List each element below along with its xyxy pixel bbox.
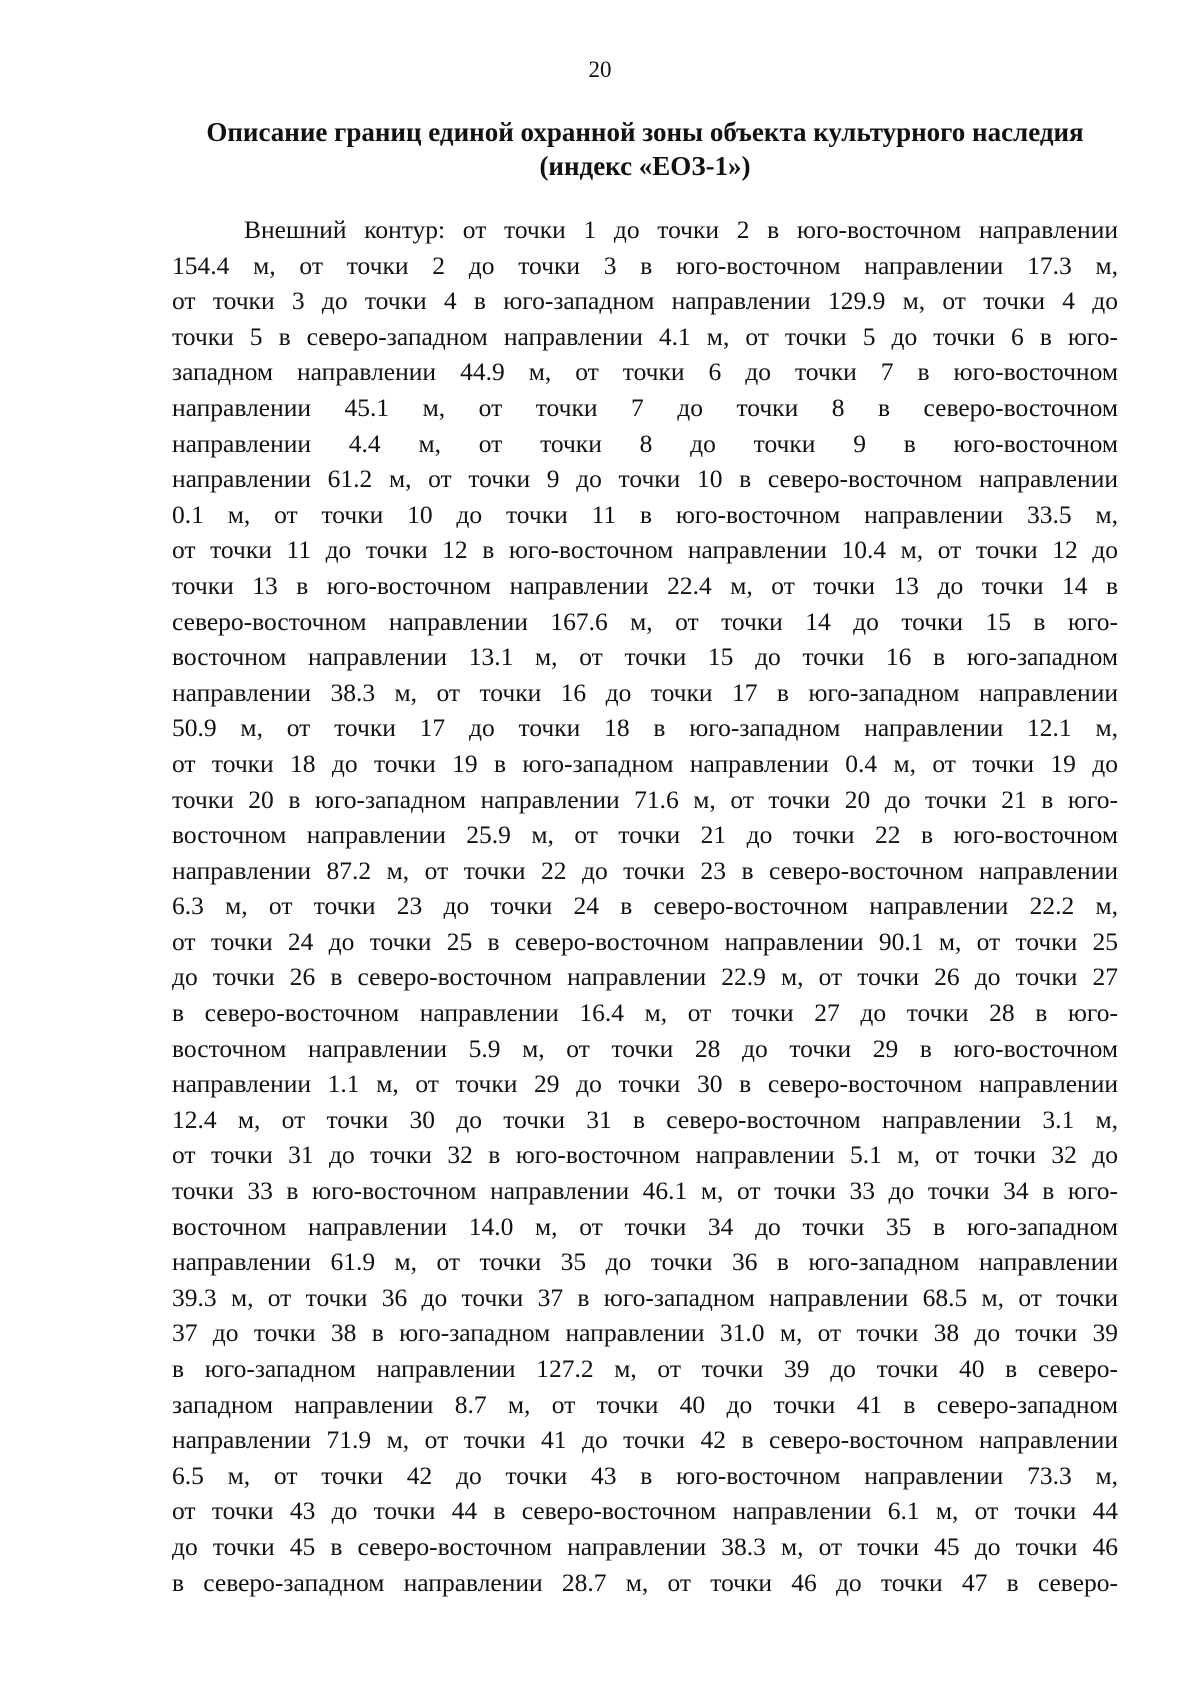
paragraph-line: 12.4 м, от точки 30 до точки 31 в северо-восточном направлении 3.1 м, (172, 1104, 1118, 1134)
paragraph-line: от точки 11 до точки 12 в юго-восточном направлении 10.4 м, от точки 12 до (172, 535, 1118, 565)
paragraph-line: направлении 45.1 м, от точки 7 до точки 8 в северо-восточном (172, 392, 1118, 422)
paragraph-line: Внешний контур: от точки 1 до точки 2 в юго-восточном направлении (244, 215, 1118, 244)
paragraph-line: направлении 38.3 м, от точки 16 до точки 17 в юго-западном направлении (172, 677, 1118, 707)
paragraph-line: точки 20 в юго-западном направлении 71.6 м, от точки 20 до точки 21 в юго- (172, 784, 1118, 814)
paragraph-line: 0.1 м, от точки 10 до точки 11 в юго-восточном направлении 33.5 м, (172, 499, 1118, 529)
paragraph-line: точки 5 в северо-западном направлении 4.1 м, от точки 5 до точки 6 в юго- (172, 321, 1118, 351)
paragraph-line: до точки 26 в северо-восточном направлении 22.9 м, от точки 26 до точки 27 (172, 962, 1118, 992)
paragraph-line: 154.4 м, от точки 2 до точки 3 в юго-восточном направлении 17.3 м, (172, 250, 1118, 280)
paragraph-line: точки 33 в юго-восточном направлении 46.1 м, от точки 33 до точки 34 в юго- (172, 1176, 1118, 1206)
paragraph-line: от точки 18 до точки 19 в юго-западном направлении 0.4 м, от точки 19 до (172, 748, 1118, 778)
paragraph-line: направлении 61.2 м, от точки 9 до точки 10 в северо-восточном направлении (172, 464, 1118, 494)
paragraph-line: в северо-восточном направлении 16.4 м, от точки 27 до точки 28 в юго- (172, 998, 1118, 1028)
paragraph-line: 50.9 м, от точки 17 до точки 18 в юго-западном направлении 12.1 м, (172, 713, 1118, 743)
paragraph-line: в юго-западном направлении 127.2 м, от точки 39 до точки 40 в северо- (172, 1354, 1118, 1383)
paragraph-line: 6.3 м, от точки 23 до точки 24 в северо-восточном направлении 22.2 м, (172, 891, 1118, 921)
paragraph-line: направлении 4.4 м, от точки 8 до точки 9 в юго-восточном (172, 428, 1118, 458)
section-title-line-2: (индекс «ЕОЗ-1») (539, 151, 751, 181)
section-title (150, 115, 1140, 183)
paragraph-line: восточном направлении 25.9 м, от точки 21 до точки 22 в юго-восточном (172, 820, 1118, 850)
paragraph-line: от точки 43 до точки 44 в северо-восточном направлении 6.1 м, от точки 44 (172, 1496, 1118, 1526)
paragraph-line: направлении 61.9 м, от точки 35 до точки 36 в юго-западном направлении (172, 1247, 1118, 1277)
page-number: 20 (588, 57, 612, 82)
paragraph-line: западном направлении 8.7 м, от точки 40 до точки 41 в северо-западном (172, 1389, 1118, 1419)
paragraph-line: направлении 87.2 м, от точки 22 до точки 23 в северо-восточном направлении (172, 855, 1118, 885)
paragraph-line: 37 до точки 38 в юго-западном направлении 31.0 м, от точки 38 до точки 39 (172, 1318, 1118, 1348)
paragraph-line: направлении 71.9 м, от точки 41 до точки 42 в северо-восточном направлении (172, 1425, 1118, 1455)
paragraph-line: направлении 1.1 м, от точки 29 до точки 30 в северо-восточном направлении (172, 1069, 1118, 1099)
paragraph-line: в северо-западном направлении 28.7 м, от точки 46 до точки 47 в северо- (172, 1567, 1118, 1597)
paragraph-line: 39.3 м, от точки 36 до точки 37 в юго-западном направлении 68.5 м, от точки (172, 1282, 1118, 1312)
paragraph-line: восточном направлении 13.1 м, от точки 15 до точки 16 в юго-западном (172, 642, 1118, 672)
paragraph-line: от точки 31 до точки 32 в юго-восточном направлении 5.1 м, от точки 32 до (172, 1140, 1118, 1170)
paragraph-line: точки 13 в юго-восточном направлении 22.4 м, от точки 13 до точки 14 в (172, 570, 1118, 600)
paragraph-line: 6.5 м, от точки 42 до точки 43 в юго-восточном направлении 73.3 м, (172, 1460, 1118, 1490)
section-title-line-1: Описание границ единой охранной зоны объекта культурного наследия (206, 117, 1084, 147)
paragraph-line: до точки 45 в северо-восточном направлении 38.3 м, от точки 45 до точки 46 (172, 1531, 1118, 1561)
paragraph-line: восточном направлении 5.9 м, от точки 28 до точки 29 в юго-восточном (172, 1033, 1118, 1063)
paragraph-line: от точки 24 до точки 25 в северо-восточном направлении 90.1 м, от точки 25 (172, 926, 1118, 956)
paragraph-line: западном направлении 44.9 м, от точки 6 до точки 7 в юго-восточном (172, 357, 1118, 387)
boundary-description-paragraph (172, 212, 1118, 1600)
paragraph-line: северо-восточном направлении 167.6 м, от точки 14 до точки 15 в юго- (172, 606, 1118, 636)
paragraph-line: восточном направлении 14.0 м, от точки 34 до точки 35 в юго-западном (172, 1211, 1118, 1241)
paragraph-line: от точки 3 до точки 4 в юго-западном направлении 129.9 м, от точки 4 до (172, 286, 1118, 316)
